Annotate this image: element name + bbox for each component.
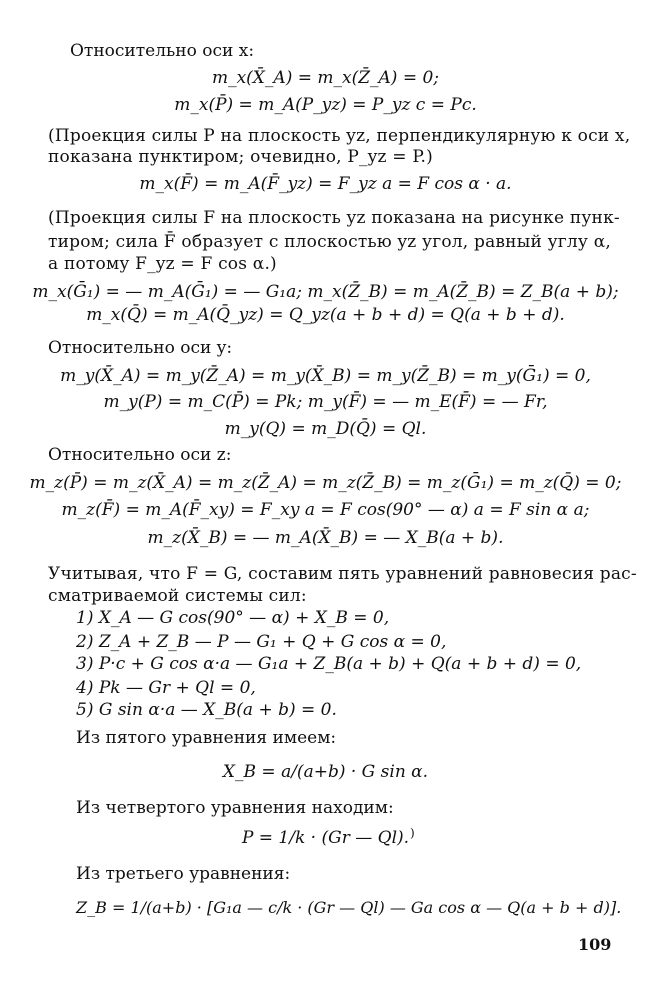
formula-line: m_x(Ḡ₁) = — m_A(Ḡ₁) = — G₁a; m_x(Z̄_B) = m_A(Z̄_B) = Z_B(a + b); [32, 282, 619, 302]
heading-axis-y: Относительно оси y: [48, 338, 233, 358]
equation-item: 3) P·c + G cos α·a — G₁a + Z_B(a + b) + Q(a + b + d) = 0, [76, 654, 582, 674]
equation-item: 1) X_A — G cos(90° — α) + X_B = 0, [76, 608, 390, 628]
paragraph-line: показана пунктиром; очевидно, P_yz = P.) [48, 147, 433, 167]
formula-line: m_x(X̄_A) = m_x(Z̄_A) = 0; [211, 68, 440, 88]
paragraph-line: сматриваемой системы сил: [48, 586, 307, 606]
formula-line: Z_B = 1/(a+b) · [G₁a — c/k · (Gr — Ql) — Ga cos α — Q(a + b + d)]. [76, 898, 622, 917]
formula-line: m_z(P̄) = m_z(X̄_A) = m_z(Z̄_A) = m_z(Z̄_B) = m_z(Ḡ₁) = m_z(Q̄) = 0; [29, 473, 622, 493]
heading-axis-z: Относительно оси z: [48, 445, 232, 465]
equation-item: 2) Z_A + Z_B — P — G₁ + Q + G cos α = 0, [76, 632, 447, 652]
paragraph-line: (Проекция силы F на плоскость yz показана на рисунке пунк- [48, 208, 620, 228]
formula-line: m_x(P̄) = m_A(P_yz) = P_yz c = Pc. [174, 95, 477, 115]
equation-item: 5) G sin α·a — X_B(a + b) = 0. [76, 700, 337, 720]
formula-line: m_y(P) = m_C(P̄) = Pk; m_y(F̄) = — m_E(F̄) = — Fr, [103, 392, 548, 412]
formula-line: X_B = a/(a+b) · G sin α. [222, 762, 429, 782]
equation-item: 4) Pk — Gr + Ql = 0, [76, 678, 256, 698]
paragraph-line: тиром; сила F̄ образует с плоскостью yz угол, равный углу α, [48, 232, 611, 252]
formula-line: m_z(F̄) = m_A(F̄_xy) = F_xy a = F cos(90° — α) a = F sin α a; [61, 500, 590, 520]
formula-line: m_x(Q̄) = m_A(Q̄_yz) = Q_yz(a + b + d) = Q(a + b + d). [86, 305, 565, 325]
heading-axis-x: Относительно оси x: [70, 41, 255, 61]
paragraph-line: Учитывая, что F = G, составим пять уравнений равновесия рас- [48, 564, 637, 584]
paragraph-line: а потому F_yz = F cos α.) [48, 254, 277, 274]
formula-line: m_z(X̄_B) = — m_A(X̄_B) = — X_B(a + b). [147, 528, 504, 548]
stray-mark: ) [410, 826, 415, 840]
formula-line: m_x(F̄) = m_A(F̄_yz) = F_yz a = F cos α · a. [139, 174, 512, 194]
paragraph-line: (Проекция силы P на плоскость yz, перпендикулярную к оси x, [48, 126, 631, 146]
page-number: 109 [578, 935, 612, 954]
formula-line: P = 1/k · (Gr — Ql). [241, 828, 410, 848]
formula-line: m_y(X̄_A) = m_y(Z̄_A) = m_y(X̄_B) = m_y(Z̄_B) = m_y(Ḡ₁) = 0, [60, 366, 591, 386]
formula-line: m_y(Q) = m_D(Q̄) = Ql. [224, 419, 427, 439]
paragraph-line: Из третьего уравнения: [76, 864, 291, 884]
paragraph-line: Из четвертого уравнения находим: [76, 798, 394, 818]
paragraph-line: Из пятого уравнения имеем: [76, 728, 337, 748]
